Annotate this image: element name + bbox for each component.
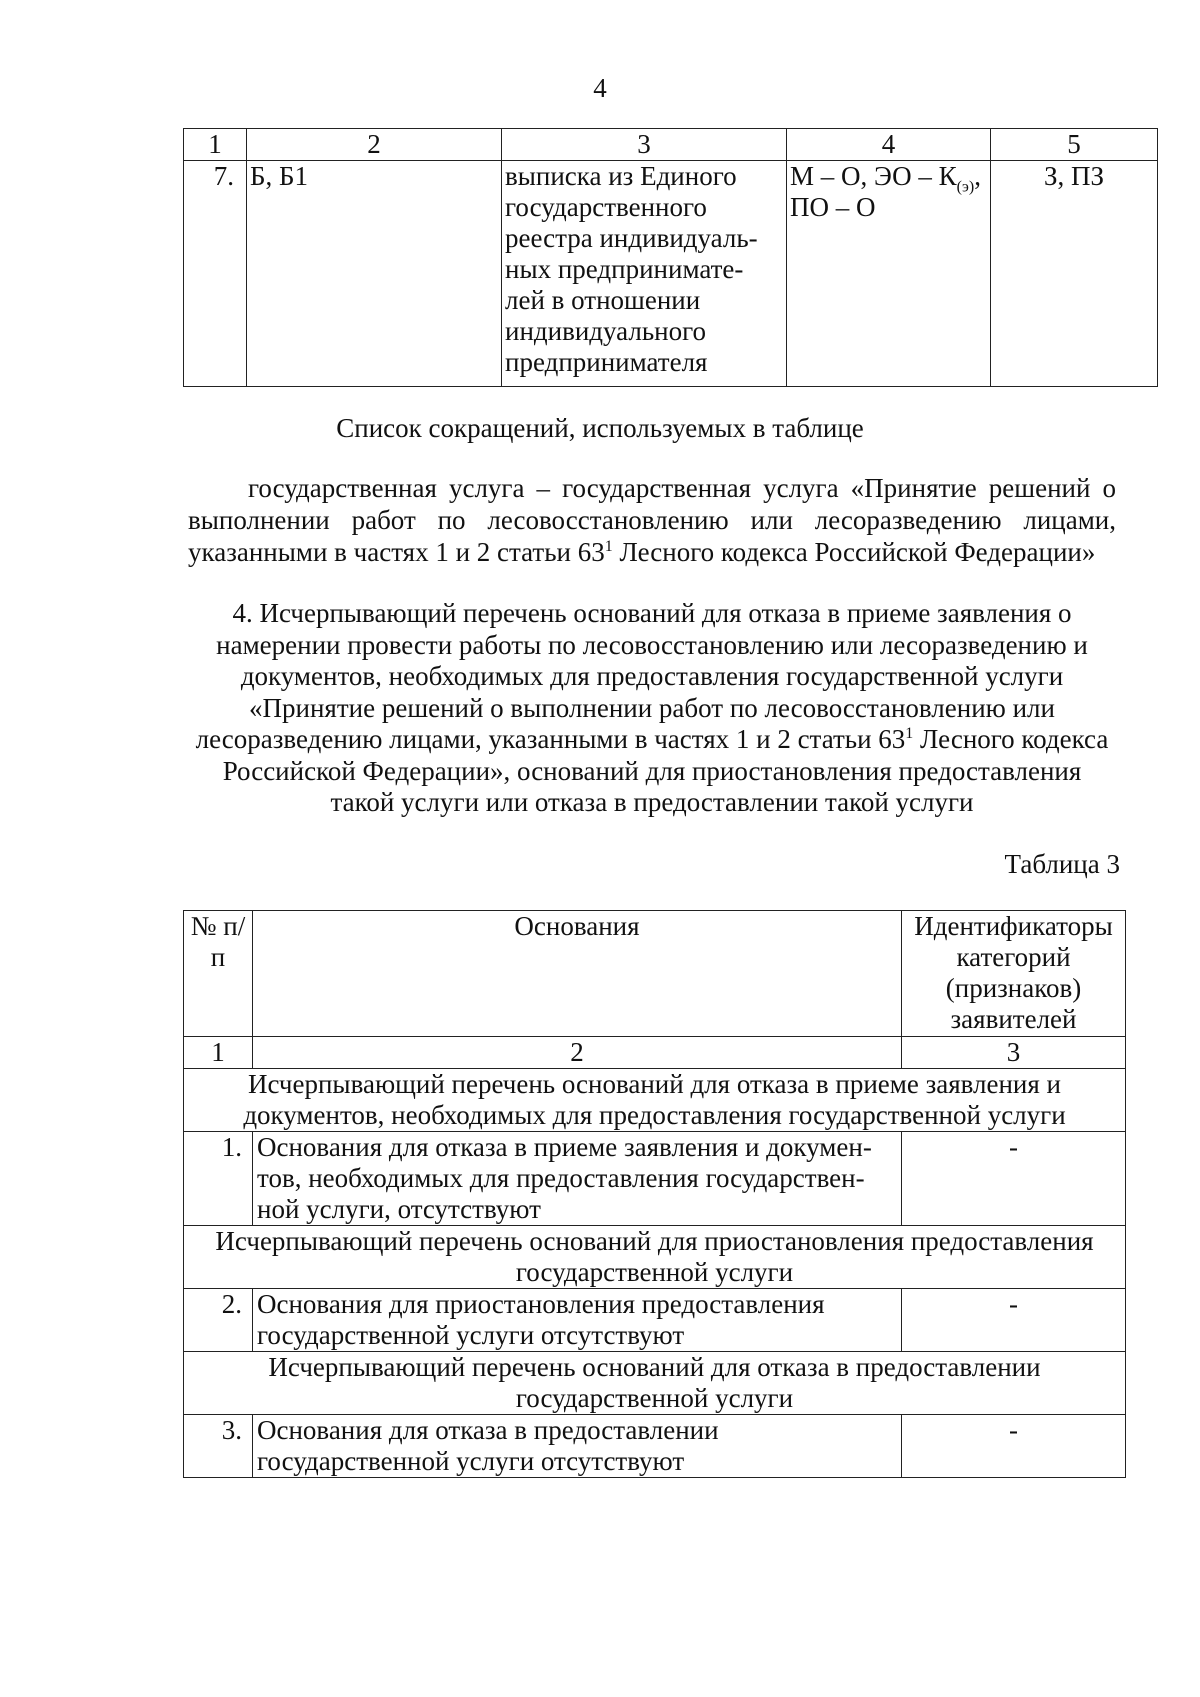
row-identifiers: - <box>902 1132 1126 1226</box>
group-heading-row <box>184 1352 1126 1415</box>
column-number-1: 1 <box>184 129 247 161</box>
column-number-4: 4 <box>787 129 991 161</box>
abbreviations-title: Список сокращений, используемых в таблице <box>336 413 864 443</box>
group-heading-refusal-service: Исчерпывающий перечень оснований для отказа в предоставлении государственной услуги <box>184 1352 1126 1415</box>
submission-form-cell <box>787 161 991 387</box>
row-grounds: Основания для приостановления предоставления государственной услуги отсутствуют <box>253 1289 902 1352</box>
group-heading-row <box>184 1069 1126 1132</box>
superscript: 1 <box>604 538 613 555</box>
table-header-row <box>184 911 1126 1037</box>
table-row <box>184 1132 1126 1226</box>
group-heading-row <box>184 1226 1126 1289</box>
column-number-3: 3 <box>502 129 787 161</box>
abbreviations-paragraph <box>188 472 1116 568</box>
form-text-part1: М – О, ЭО – К <box>790 161 957 191</box>
row-grounds: Основания для отказа в приеме заявления и докумен-тов, необходимых для предоставления государствен-ной услуги, отсутствуют <box>253 1132 902 1226</box>
column-numbers-row <box>184 1037 1126 1069</box>
abbreviation-text-after: Лесного кодекса Российской Федерации» <box>612 537 1096 567</box>
row-number: 1. <box>184 1132 253 1226</box>
abbreviation-text-before: государственная услуга – государственная услуга «Принятие решений о выполнении работ по лесовосстановлению или лесоразведению лицами, указанными в частях 1 и 2 статьи 63 <box>188 473 1116 567</box>
section-4-heading <box>190 598 1114 819</box>
heading-text-after: Лесного кодекса Российской Федерации», оснований для приостановления предоставления такой услуги или отказа в предоставлении такой услуги <box>222 724 1109 817</box>
header-identifiers: Идентификаторы категорий (признаков) заявителей <box>902 911 1126 1037</box>
header-number: № п/п <box>184 911 253 1037</box>
method-cell: З, ПЗ <box>991 161 1158 387</box>
row-identifiers: - <box>902 1289 1126 1352</box>
table-header-row <box>184 129 1158 161</box>
group-heading-refusal-acceptance: Исчерпывающий перечень оснований для отказа в приеме заявления и документов, необходимых для предоставления государственной услуги <box>184 1069 1126 1132</box>
column-number-3: 3 <box>902 1037 1126 1069</box>
form-subscript: (э) <box>956 178 975 196</box>
document-name-cell: выписка из Единого государственного реестра индивидуаль-ных предпринимате-лей в отношении индивидуального предпринимателя <box>502 161 787 387</box>
column-number-2: 2 <box>247 129 502 161</box>
column-number-1: 1 <box>184 1037 253 1069</box>
table-label: Таблица 3 <box>1004 849 1120 879</box>
row-number: 3. <box>184 1415 253 1478</box>
table-row <box>184 1415 1126 1478</box>
grounds-table <box>183 910 1126 1478</box>
superscript: 1 <box>905 725 914 742</box>
row-number: 2. <box>184 1289 253 1352</box>
header-grounds: Основания <box>253 911 902 1037</box>
table-row <box>184 161 1158 387</box>
form-text-part2: , ПО – О <box>790 161 981 222</box>
row-grounds: Основания для отказа в предоставлении государственной услуги отсутствуют <box>253 1415 902 1478</box>
group-heading-suspension: Исчерпывающий перечень оснований для приостановления предоставления государственной услуги <box>184 1226 1126 1289</box>
column-number-2: 2 <box>253 1037 902 1069</box>
row-identifiers: - <box>902 1415 1126 1478</box>
heading-text-before: 4. Исчерпывающий перечень оснований для отказа в приеме заявления о намерении провести работы по лесовосстановлению или лесоразведению и документов, необходимых для предоставления государственной услуги «Принятие решений о выполнении работ по лесовосстановлению или лесоразведению лицами, указанными в частях 1 и 2 статьи 63 <box>195 598 1088 754</box>
row-number: 7. <box>184 161 247 387</box>
table-row <box>184 1289 1126 1352</box>
column-number-5: 5 <box>991 129 1158 161</box>
applicant-category-cell: Б, Б1 <box>247 161 502 387</box>
page-number: 4 <box>593 73 607 103</box>
continuation-table <box>183 128 1158 387</box>
